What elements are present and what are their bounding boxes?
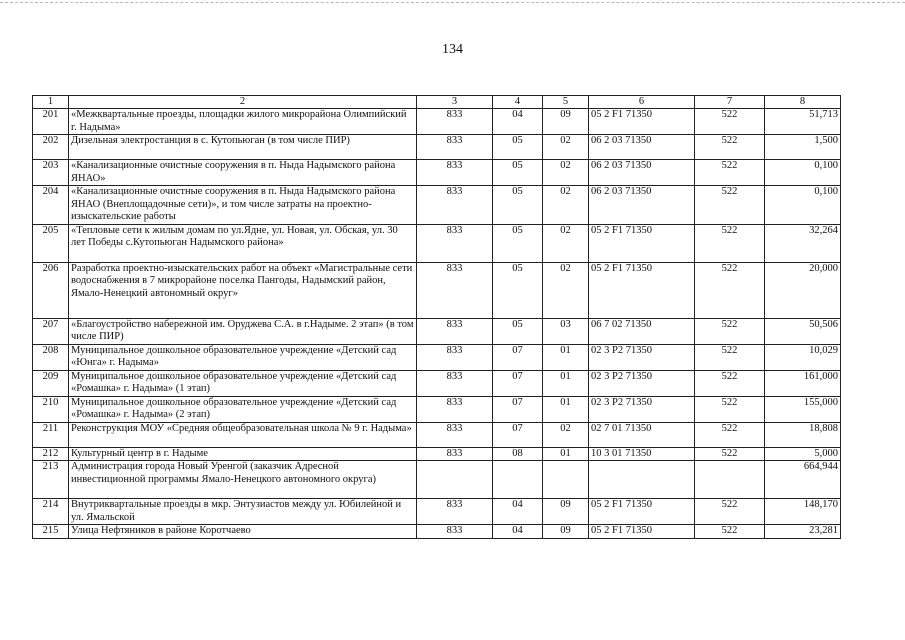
row-name: Дизельная электростанция в с. Кутопьюган (в том числе ПИР) (69, 135, 417, 160)
row-number: 201 (33, 109, 69, 135)
col7-cell: 522 (695, 109, 765, 135)
col7-cell: 522 (695, 396, 765, 422)
row-number: 210 (33, 396, 69, 422)
row-name: Культурный центр в г. Надыме (69, 447, 417, 461)
row-number: 208 (33, 344, 69, 370)
col8-cell: 50,506 (765, 318, 841, 344)
col5-cell: 02 (543, 422, 589, 447)
col6-cell: 06 7 02 71350 (589, 318, 695, 344)
col4-cell: 04 (493, 525, 543, 539)
col4-cell: 05 (493, 160, 543, 186)
col6-cell: 05 2 F1 71350 (589, 525, 695, 539)
col8-cell: 20,000 (765, 262, 841, 318)
col4-cell: 04 (493, 109, 543, 135)
row-name: «Межквартальные проезды, площадки жилого микрорайона Олимпийский г. Надыма» (69, 109, 417, 135)
budget-table (32, 95, 841, 539)
col5-cell: 01 (543, 447, 589, 461)
table-row (33, 160, 841, 186)
header-cell: 3 (417, 96, 493, 109)
row-name: Муниципальное дошкольное образовательное учреждение «Детский сад «Ромашка» г. Надыма» (2 этап) (69, 396, 417, 422)
col8-cell: 10,029 (765, 344, 841, 370)
col8-cell: 155,000 (765, 396, 841, 422)
col3-cell: 833 (417, 344, 493, 370)
col5-cell: 01 (543, 370, 589, 396)
col6-cell: 05 2 F1 71350 (589, 224, 695, 262)
header-cell: 5 (543, 96, 589, 109)
col8-cell: 0,100 (765, 186, 841, 225)
col3-cell: 833 (417, 396, 493, 422)
row-number: 202 (33, 135, 69, 160)
row-number: 205 (33, 224, 69, 262)
header-cell: 4 (493, 96, 543, 109)
col4-cell: 05 (493, 186, 543, 225)
header-cell: 6 (589, 96, 695, 109)
row-number: 209 (33, 370, 69, 396)
row-name: Внутриквартальные проезды в мкр. Энтузиастов между ул. Юбилейной и ул. Ямальской (69, 499, 417, 525)
col6-cell: 02 3 P2 71350 (589, 370, 695, 396)
row-number: 211 (33, 422, 69, 447)
col7-cell: 522 (695, 318, 765, 344)
table-row (33, 109, 841, 135)
col4-cell: 04 (493, 499, 543, 525)
col4-cell: 07 (493, 370, 543, 396)
col8-cell: 0,100 (765, 160, 841, 186)
col5-cell: 01 (543, 344, 589, 370)
col4-cell: 05 (493, 262, 543, 318)
table-row (33, 422, 841, 447)
row-name: «Канализационные очистные сооружения в п. Ныда Надымского района ЯНАО (Внеплощадочные сети)», и том числе затраты на проектно-изыскательские работы (69, 186, 417, 225)
col7-cell: 522 (695, 262, 765, 318)
col3-cell: 833 (417, 499, 493, 525)
col4-cell: 07 (493, 422, 543, 447)
col3-cell: 833 (417, 160, 493, 186)
table-row (33, 499, 841, 525)
col3-cell: 833 (417, 318, 493, 344)
col7-cell: 522 (695, 186, 765, 225)
col8-cell: 148,170 (765, 499, 841, 525)
col7-cell: 522 (695, 224, 765, 262)
col7-cell: 522 (695, 370, 765, 396)
row-name: Администрация города Новый Уренгой (заказчик Адресной инвестиционной программы Ямало-Ненецкого автономного округа) (69, 461, 417, 499)
col8-cell: 18,808 (765, 422, 841, 447)
header-cell: 1 (33, 96, 69, 109)
col3-cell: 833 (417, 224, 493, 262)
row-number: 203 (33, 160, 69, 186)
col6-cell: 02 3 P2 71350 (589, 344, 695, 370)
col3-cell: 833 (417, 370, 493, 396)
table-row (33, 525, 841, 539)
col5-cell: 02 (543, 186, 589, 225)
col7-cell: 522 (695, 135, 765, 160)
col5-cell: 09 (543, 499, 589, 525)
top-dashed-rule (0, 2, 905, 3)
col7-cell: 522 (695, 160, 765, 186)
row-name: Реконструкция МОУ «Средняя общеобразовательная школа № 9 г. Надыма» (69, 422, 417, 447)
col6-cell: 06 2 03 71350 (589, 186, 695, 225)
table-row (33, 396, 841, 422)
table-row (33, 461, 841, 499)
row-number: 212 (33, 447, 69, 461)
header-cell: 7 (695, 96, 765, 109)
col6-cell: 06 2 03 71350 (589, 160, 695, 186)
col6-cell: 02 3 P2 71350 (589, 396, 695, 422)
col3-cell: 833 (417, 186, 493, 225)
col7-cell: 522 (695, 499, 765, 525)
col5-cell: 01 (543, 396, 589, 422)
col5-cell: 09 (543, 525, 589, 539)
col6-cell: 05 2 F1 71350 (589, 109, 695, 135)
col6-cell: 06 2 03 71350 (589, 135, 695, 160)
col4-cell: 07 (493, 396, 543, 422)
col4-cell (493, 461, 543, 499)
col5-cell (543, 461, 589, 499)
table-row (33, 447, 841, 461)
table-row (33, 224, 841, 262)
col3-cell: 833 (417, 262, 493, 318)
col3-cell: 833 (417, 525, 493, 539)
col7-cell: 522 (695, 344, 765, 370)
row-number: 215 (33, 525, 69, 539)
row-name: «Тепловые сети к жилым домам по ул.Ядне, ул. Новая, ул. Обская, ул. 30 лет Победы с.Кутопьюган Надымского района» (69, 224, 417, 262)
col6-cell: 10 3 01 71350 (589, 447, 695, 461)
row-name: «Благоустройство набережной им. Оруджева С.А. в г.Надыме. 2 этап» (в том числе ПИР) (69, 318, 417, 344)
header-cell: 2 (69, 96, 417, 109)
col3-cell: 833 (417, 447, 493, 461)
row-name: Муниципальное дошкольное образовательное учреждение «Детский сад «Юнга» г. Надыма» (69, 344, 417, 370)
row-number: 206 (33, 262, 69, 318)
col6-cell: 05 2 F1 71350 (589, 262, 695, 318)
row-number: 204 (33, 186, 69, 225)
col5-cell: 09 (543, 109, 589, 135)
col7-cell: 522 (695, 422, 765, 447)
col8-cell: 51,713 (765, 109, 841, 135)
col6-cell (589, 461, 695, 499)
col7-cell: 522 (695, 447, 765, 461)
col3-cell: 833 (417, 109, 493, 135)
col8-cell: 23,281 (765, 525, 841, 539)
table-row (33, 262, 841, 318)
col8-cell: 161,000 (765, 370, 841, 396)
row-number: 207 (33, 318, 69, 344)
col5-cell: 02 (543, 262, 589, 318)
col8-cell: 32,264 (765, 224, 841, 262)
header-cell: 8 (765, 96, 841, 109)
col3-cell (417, 461, 493, 499)
col7-cell: 522 (695, 525, 765, 539)
col6-cell: 02 7 01 71350 (589, 422, 695, 447)
header-row (33, 96, 841, 109)
col5-cell: 02 (543, 135, 589, 160)
col5-cell: 02 (543, 160, 589, 186)
col6-cell: 05 2 F1 71350 (589, 499, 695, 525)
col5-cell: 03 (543, 318, 589, 344)
col5-cell: 02 (543, 224, 589, 262)
page-number: 134 (442, 42, 463, 57)
col4-cell: 05 (493, 135, 543, 160)
col3-cell: 833 (417, 135, 493, 160)
row-name: Муниципальное дошкольное образовательное учреждение «Детский сад «Ромашка» г. Надыма» (1 этап) (69, 370, 417, 396)
col8-cell: 664,944 (765, 461, 841, 499)
row-name: «Канализационные очистные сооружения в п. Ныда Надымского района ЯНАО» (69, 160, 417, 186)
table-row (33, 370, 841, 396)
row-number: 214 (33, 499, 69, 525)
table-row (33, 344, 841, 370)
row-name: Улица Нефтяников в районе Коротчаево (69, 525, 417, 539)
col3-cell: 833 (417, 422, 493, 447)
col4-cell: 05 (493, 224, 543, 262)
row-name: Разработка проектно-изыскательских работ на объект «Магистральные сети водоснабжения в 7 микрорайоне поселка Пангоды, Надымский район, Ямало-Ненецкий автономный округ» (69, 262, 417, 318)
table-row (33, 186, 841, 225)
col7-cell (695, 461, 765, 499)
row-number: 213 (33, 461, 69, 499)
table-row (33, 135, 841, 160)
col4-cell: 07 (493, 344, 543, 370)
col8-cell: 1,500 (765, 135, 841, 160)
col4-cell: 08 (493, 447, 543, 461)
col4-cell: 05 (493, 318, 543, 344)
table-row (33, 318, 841, 344)
col8-cell: 5,000 (765, 447, 841, 461)
